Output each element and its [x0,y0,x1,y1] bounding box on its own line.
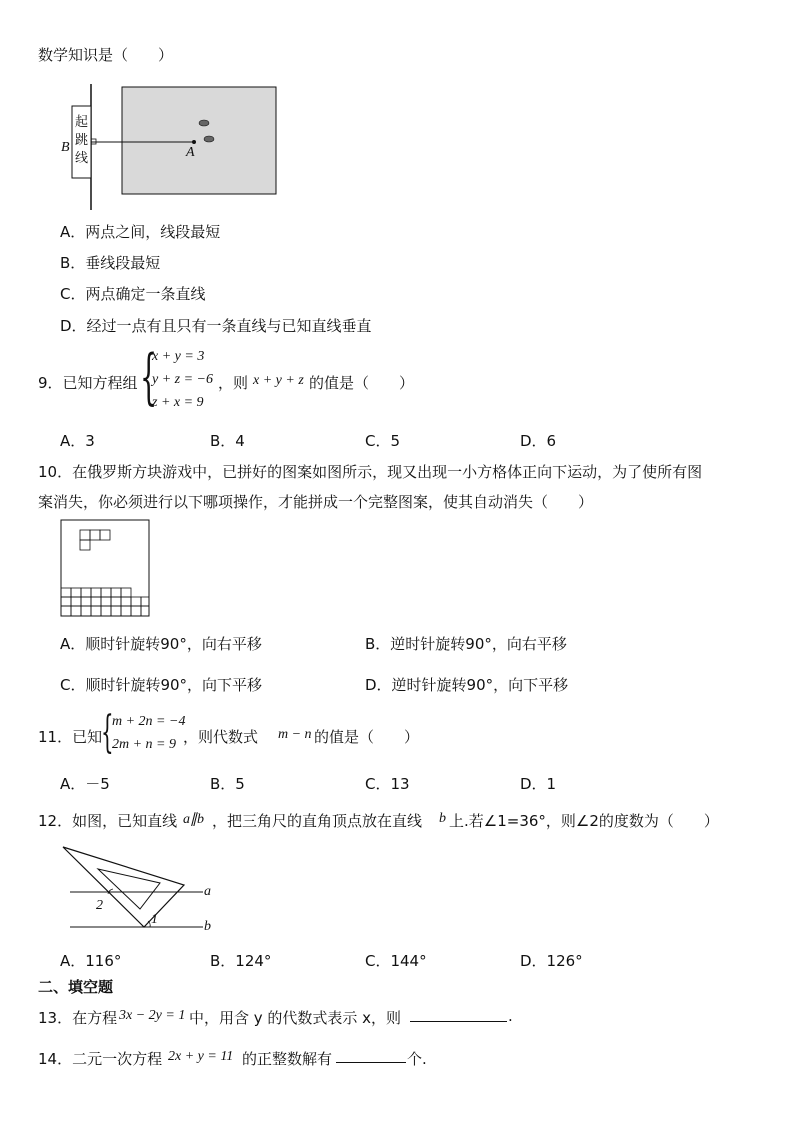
q12-option-d: D．126° [520,952,583,970]
q12-line-b-label: b [204,919,211,934]
q12-mid: ，把三角尺的直角顶点放在直线 [212,812,423,830]
q11-option-d: D．1 [520,775,557,793]
q8-option-d: D．经过一点有且只有一条直线与已知直线垂直 [60,317,372,335]
q12-triangle-figure [58,843,228,938]
q13-equation: 3x − 2y = 1 [119,1008,186,1023]
q8-label-top: 起 [75,115,89,130]
q13-answer-blank[interactable] [410,1007,507,1026]
q8-figure [58,82,298,212]
q8-option-a: A．两点之间，线段最短 [60,223,221,241]
q10-option-d: D．逆时针旋转90°，向下平移 [365,676,569,694]
q11-mid: ，则代数式 [183,728,259,746]
q11-system [112,710,185,756]
q11-number: 11．已知 [38,728,103,746]
q13-tail: 中，用含 y 的代数式表示 x，则 [189,1009,402,1027]
q12-option-a: A．116° [60,952,122,970]
q12-angle2-label: 2 [96,898,103,913]
q11-expr: m − n [278,727,312,742]
q10-line1: 10．在俄罗斯方块游戏中，已拼好的图案如图所示，现又出现一小方格体正向下运动，为了使所有图 [38,463,703,481]
q14-prefix: 14．二元一次方程 [38,1050,163,1068]
q12-option-b: B．124° [210,952,272,970]
q12-var-b: b [439,811,446,826]
q8-label-bot: 线 [75,151,89,166]
q14-tail: 的正整数解有 [242,1050,333,1068]
q9-number: 9．已知方程组 [38,374,138,392]
q8-option-b: B．垂线段最短 [60,254,161,272]
q9-option-b: B．4 [210,432,245,450]
q11-tail: 的值是（ ） [314,728,420,746]
q14-answer-blank[interactable] [336,1048,406,1067]
q12-angle1-label: 1 [151,912,158,927]
q11-option-c: C．13 [365,775,410,793]
q9-eq3: z + x = 9 [152,395,204,410]
q11-option-b: B．5 [210,775,245,793]
q8-stem-tail: 数学知识是（ ） [38,46,174,64]
footprint-icon [199,120,209,126]
q9-option-a: A．3 [60,432,95,450]
q9-mid: ，则 [218,374,249,392]
q14-end: 个. [407,1050,427,1068]
q9-eq1: x + y = 3 [152,349,205,364]
q8-label-mid: 跳 [75,133,89,148]
q9-expr: x + y + z [253,373,304,388]
section-title: 二、填空题 [38,978,114,996]
q12-tail: 上.若∠1=36°，则∠2的度数为（ ） [449,812,719,830]
q10-tetris-figure [60,519,152,619]
q9-tail: 的值是（ ） [309,374,415,392]
q10-option-a: A．顺时针旋转90°，向右平移 [60,635,262,653]
q12-line-a-label: a [204,884,211,899]
q8-option-c: C．两点确定一条直线 [60,285,206,303]
q9-eq2: y + z = −6 [152,372,214,387]
footprint-icon [204,136,214,142]
q12-option-c: C．144° [365,952,427,970]
q9-system [152,345,213,414]
q12-expr: a∥b [183,812,204,827]
q10-line2: 案消失，你必须进行以下哪项操作，才能拼成一个完整图案，使其自动消失（ ） [38,493,594,511]
q9-option-c: C．5 [365,432,401,450]
q13-end: . [508,1007,513,1025]
q14-equation: 2x + y = 11 [168,1049,234,1064]
q10-option-c: C．顺时针旋转90°，向下平移 [60,676,263,694]
q12-prefix: 12．如图，已知直线 [38,812,178,830]
q8-point-a: A [186,145,195,160]
q11-eq2: 2m + n = 9 [112,737,177,752]
q13-prefix: 13．在方程 [38,1009,118,1027]
q11-eq1: m + 2n = −4 [112,714,186,729]
q11-option-a: A．－5 [60,775,110,793]
q8-point-b: B [61,140,70,155]
q9-option-d: D．6 [520,432,557,450]
q10-option-b: B．逆时针旋转90°，向右平移 [365,635,567,653]
